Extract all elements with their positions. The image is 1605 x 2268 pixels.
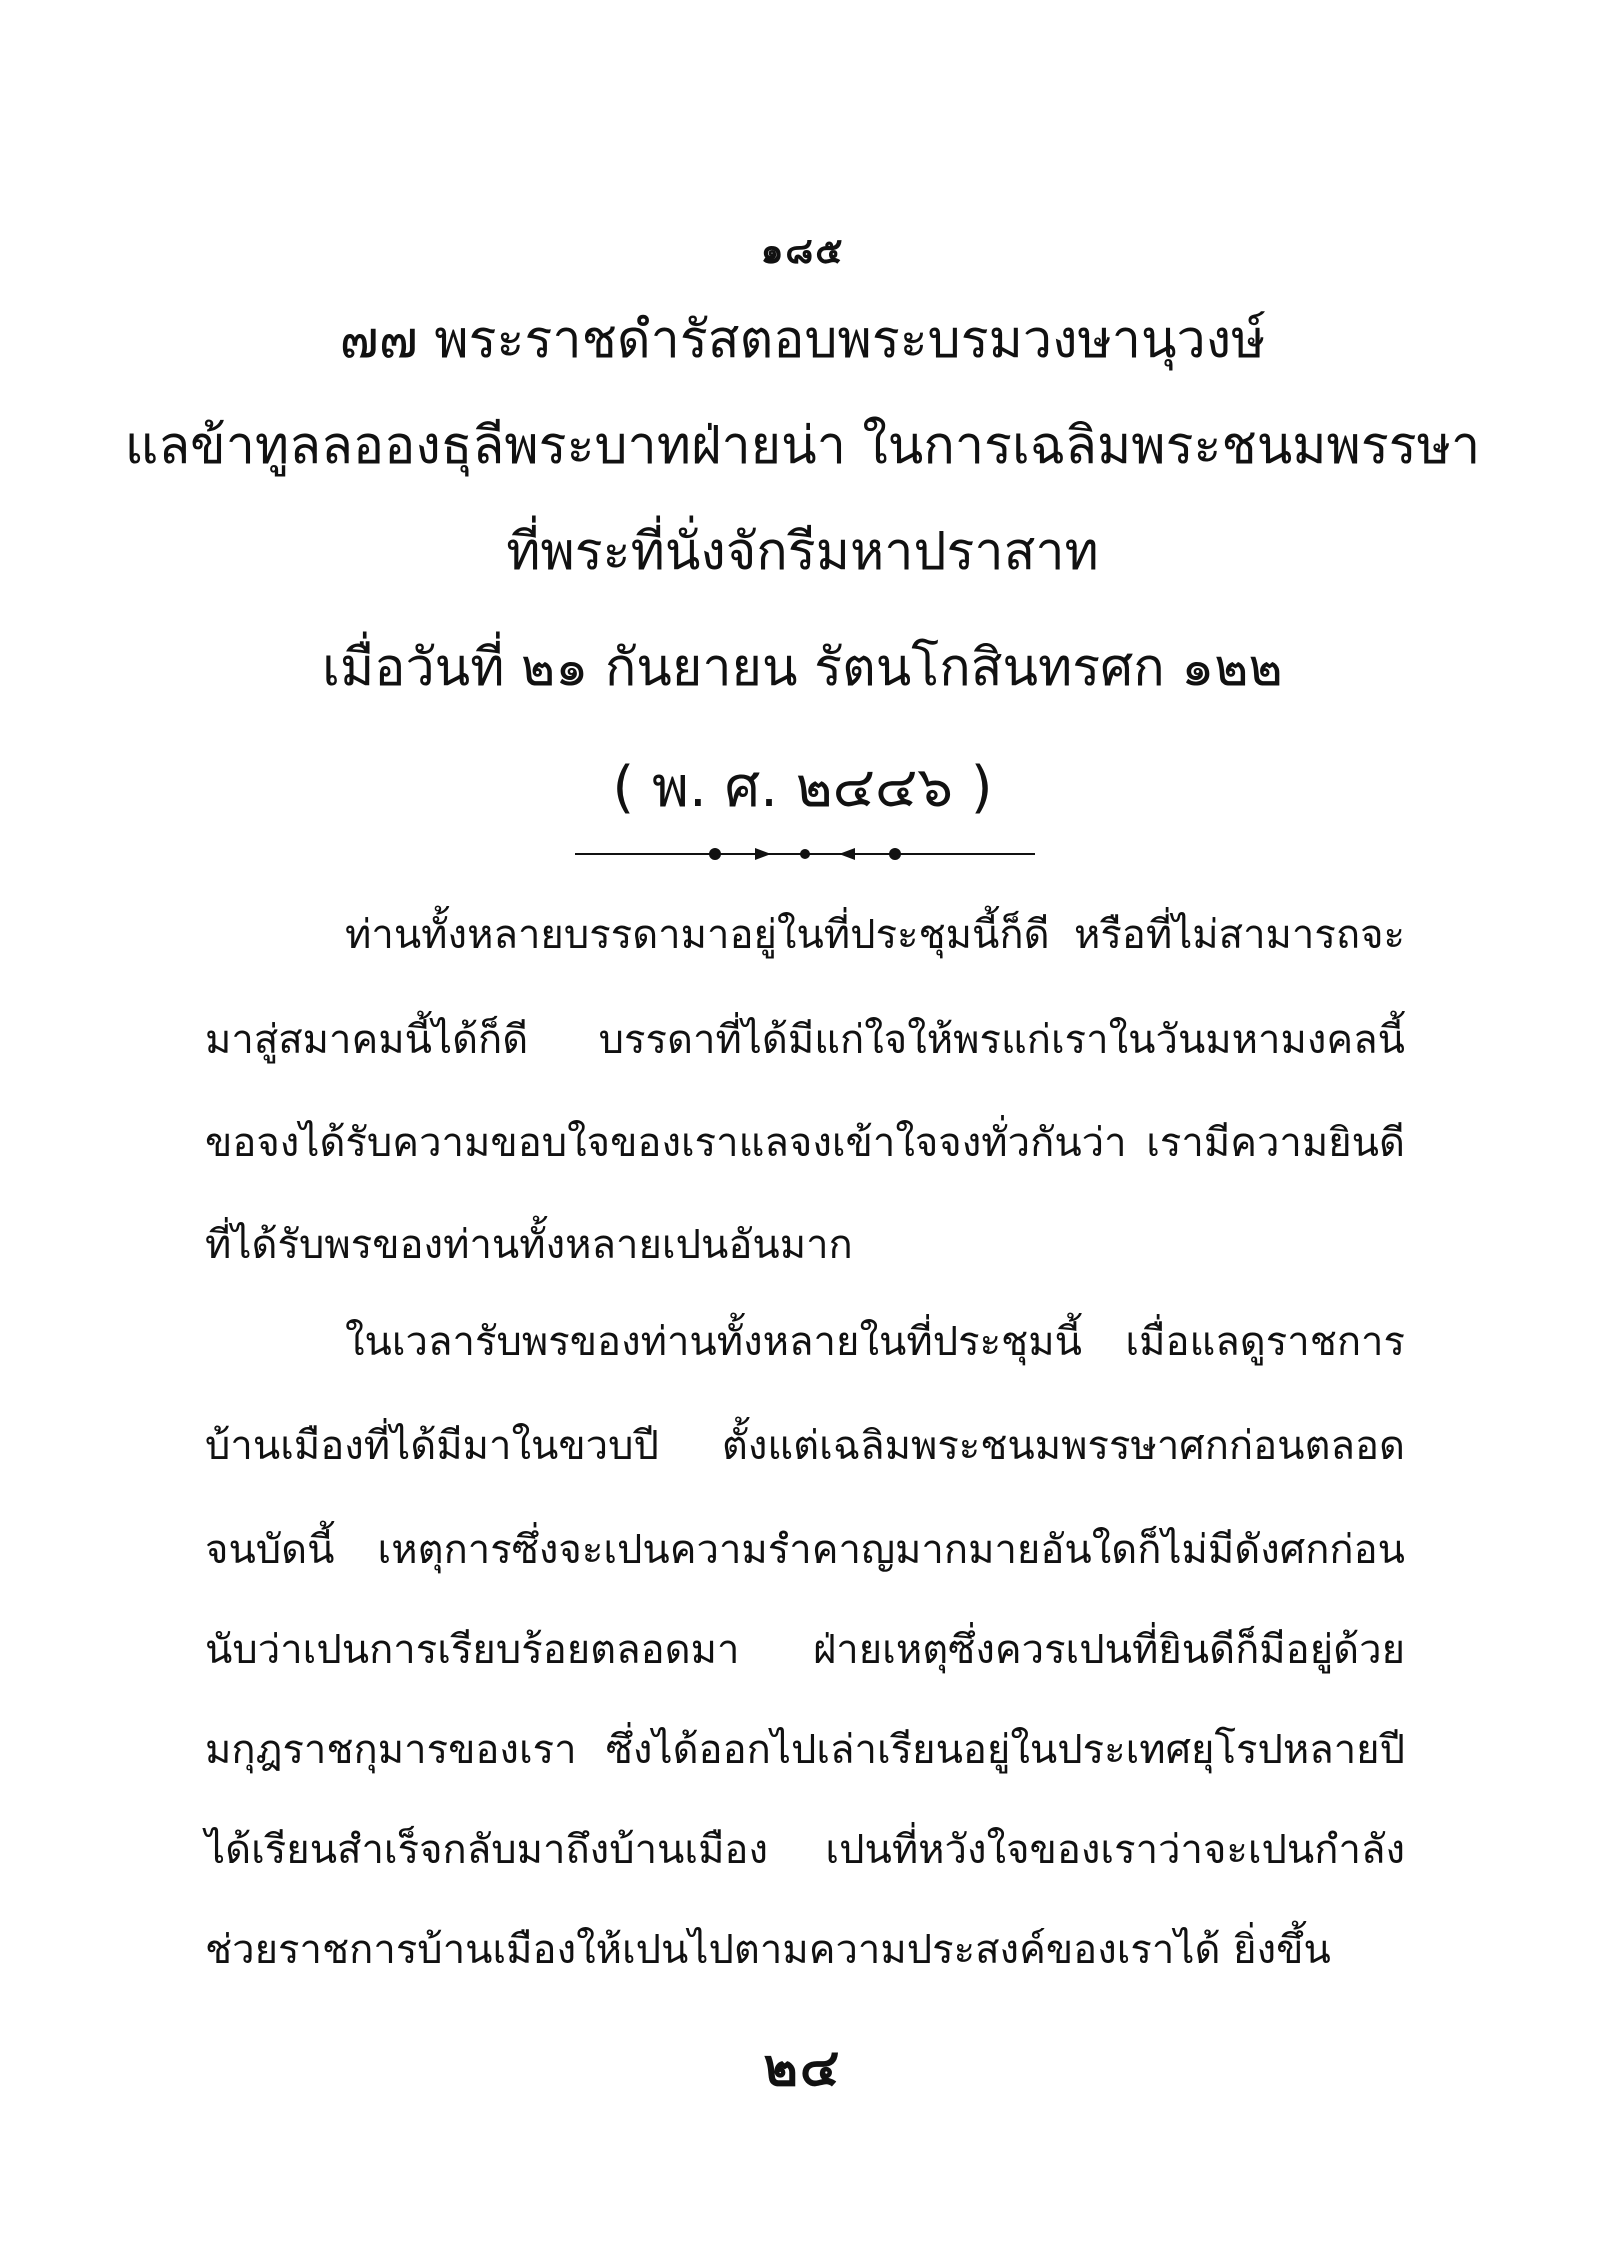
title-line-1: ๗๗ พระราชดำรัสตอบพระบรมวงษานุวงษ์ bbox=[339, 310, 1266, 370]
body-line: ในเวลารับพรของท่านทั้งหลายในที่ประชุมนี้ เมื่อแลดูราชการ bbox=[345, 1319, 1405, 1365]
body-line: ที่ได้รับพรของท่านทั้งหลายเปนอันมาก bbox=[205, 1222, 853, 1268]
body-line: จนบัดนี้ เหตุการซึ่งจะเปนความรำคาญมากมายอันใดก็ไม่มีดังศกก่อน bbox=[205, 1527, 1405, 1573]
body-line: มาสู่สมาคมนี้ได้ก็ดี บรรดาที่ได้มีแก่ใจให้พรแก่เราในวันมหามงคลนี้ bbox=[205, 1017, 1405, 1063]
body-line: นับว่าเปนการเรียบร้อยตลอดมา ฝ่ายเหตุซึ่งควรเปนที่ยินดีก็มีอยู่ด้วย bbox=[205, 1627, 1405, 1673]
title-line-2: แลข้าทูลลอองธุลีพระบาทฝ่ายน่า ในการเฉลิมพระชนมพรรษา bbox=[124, 416, 1481, 476]
body-line: ได้เรียนสำเร็จกลับมาถึงบ้านเมือง เปนที่หวังใจของเราว่าจะเปนกำลัง bbox=[205, 1827, 1405, 1873]
body-line: ขอจงได้รับความขอบใจของเราแลจงเข้าใจจงทั่วกันว่า เรามีความยินดี bbox=[205, 1120, 1405, 1166]
title-line-3: ที่พระที่นั่งจักรีมหาปราสาท bbox=[506, 522, 1099, 582]
body-line: มกุฎราชกุมารของเรา ซึ่งได้ออกไปเล่าเรียนอยู่ในประเทศยุโรปหลายปี bbox=[205, 1727, 1405, 1773]
top-page-number: ๑๘๕ bbox=[760, 231, 845, 272]
title-line-4-date: เมื่อวันที่ ๒๑ กันยายน รัตนโกสินทรศก ๑๒๒ bbox=[322, 638, 1283, 698]
title-line-5-year: ( พ. ศ. ๒๔๔๖ ) bbox=[612, 755, 993, 820]
body-line: บ้านเมืองที่ได้มีมาในขวบปี ตั้งแต่เฉลิมพระชนมพรรษาศกก่อนตลอด bbox=[205, 1423, 1405, 1469]
bottom-page-number: ๒๔ bbox=[763, 2038, 842, 2098]
body-line: ท่านทั้งหลายบรรดามาอยู่ในที่ประชุมนี้ก็ดี หรือที่ไม่สามารถจะ bbox=[345, 912, 1405, 958]
ornamental-divider bbox=[575, 842, 1035, 866]
body-line: ช่วยราชการบ้านเมืองให้เปนไปตามความประสงค์ของเราได้ ยิ่งขึ้น bbox=[205, 1927, 1331, 1973]
